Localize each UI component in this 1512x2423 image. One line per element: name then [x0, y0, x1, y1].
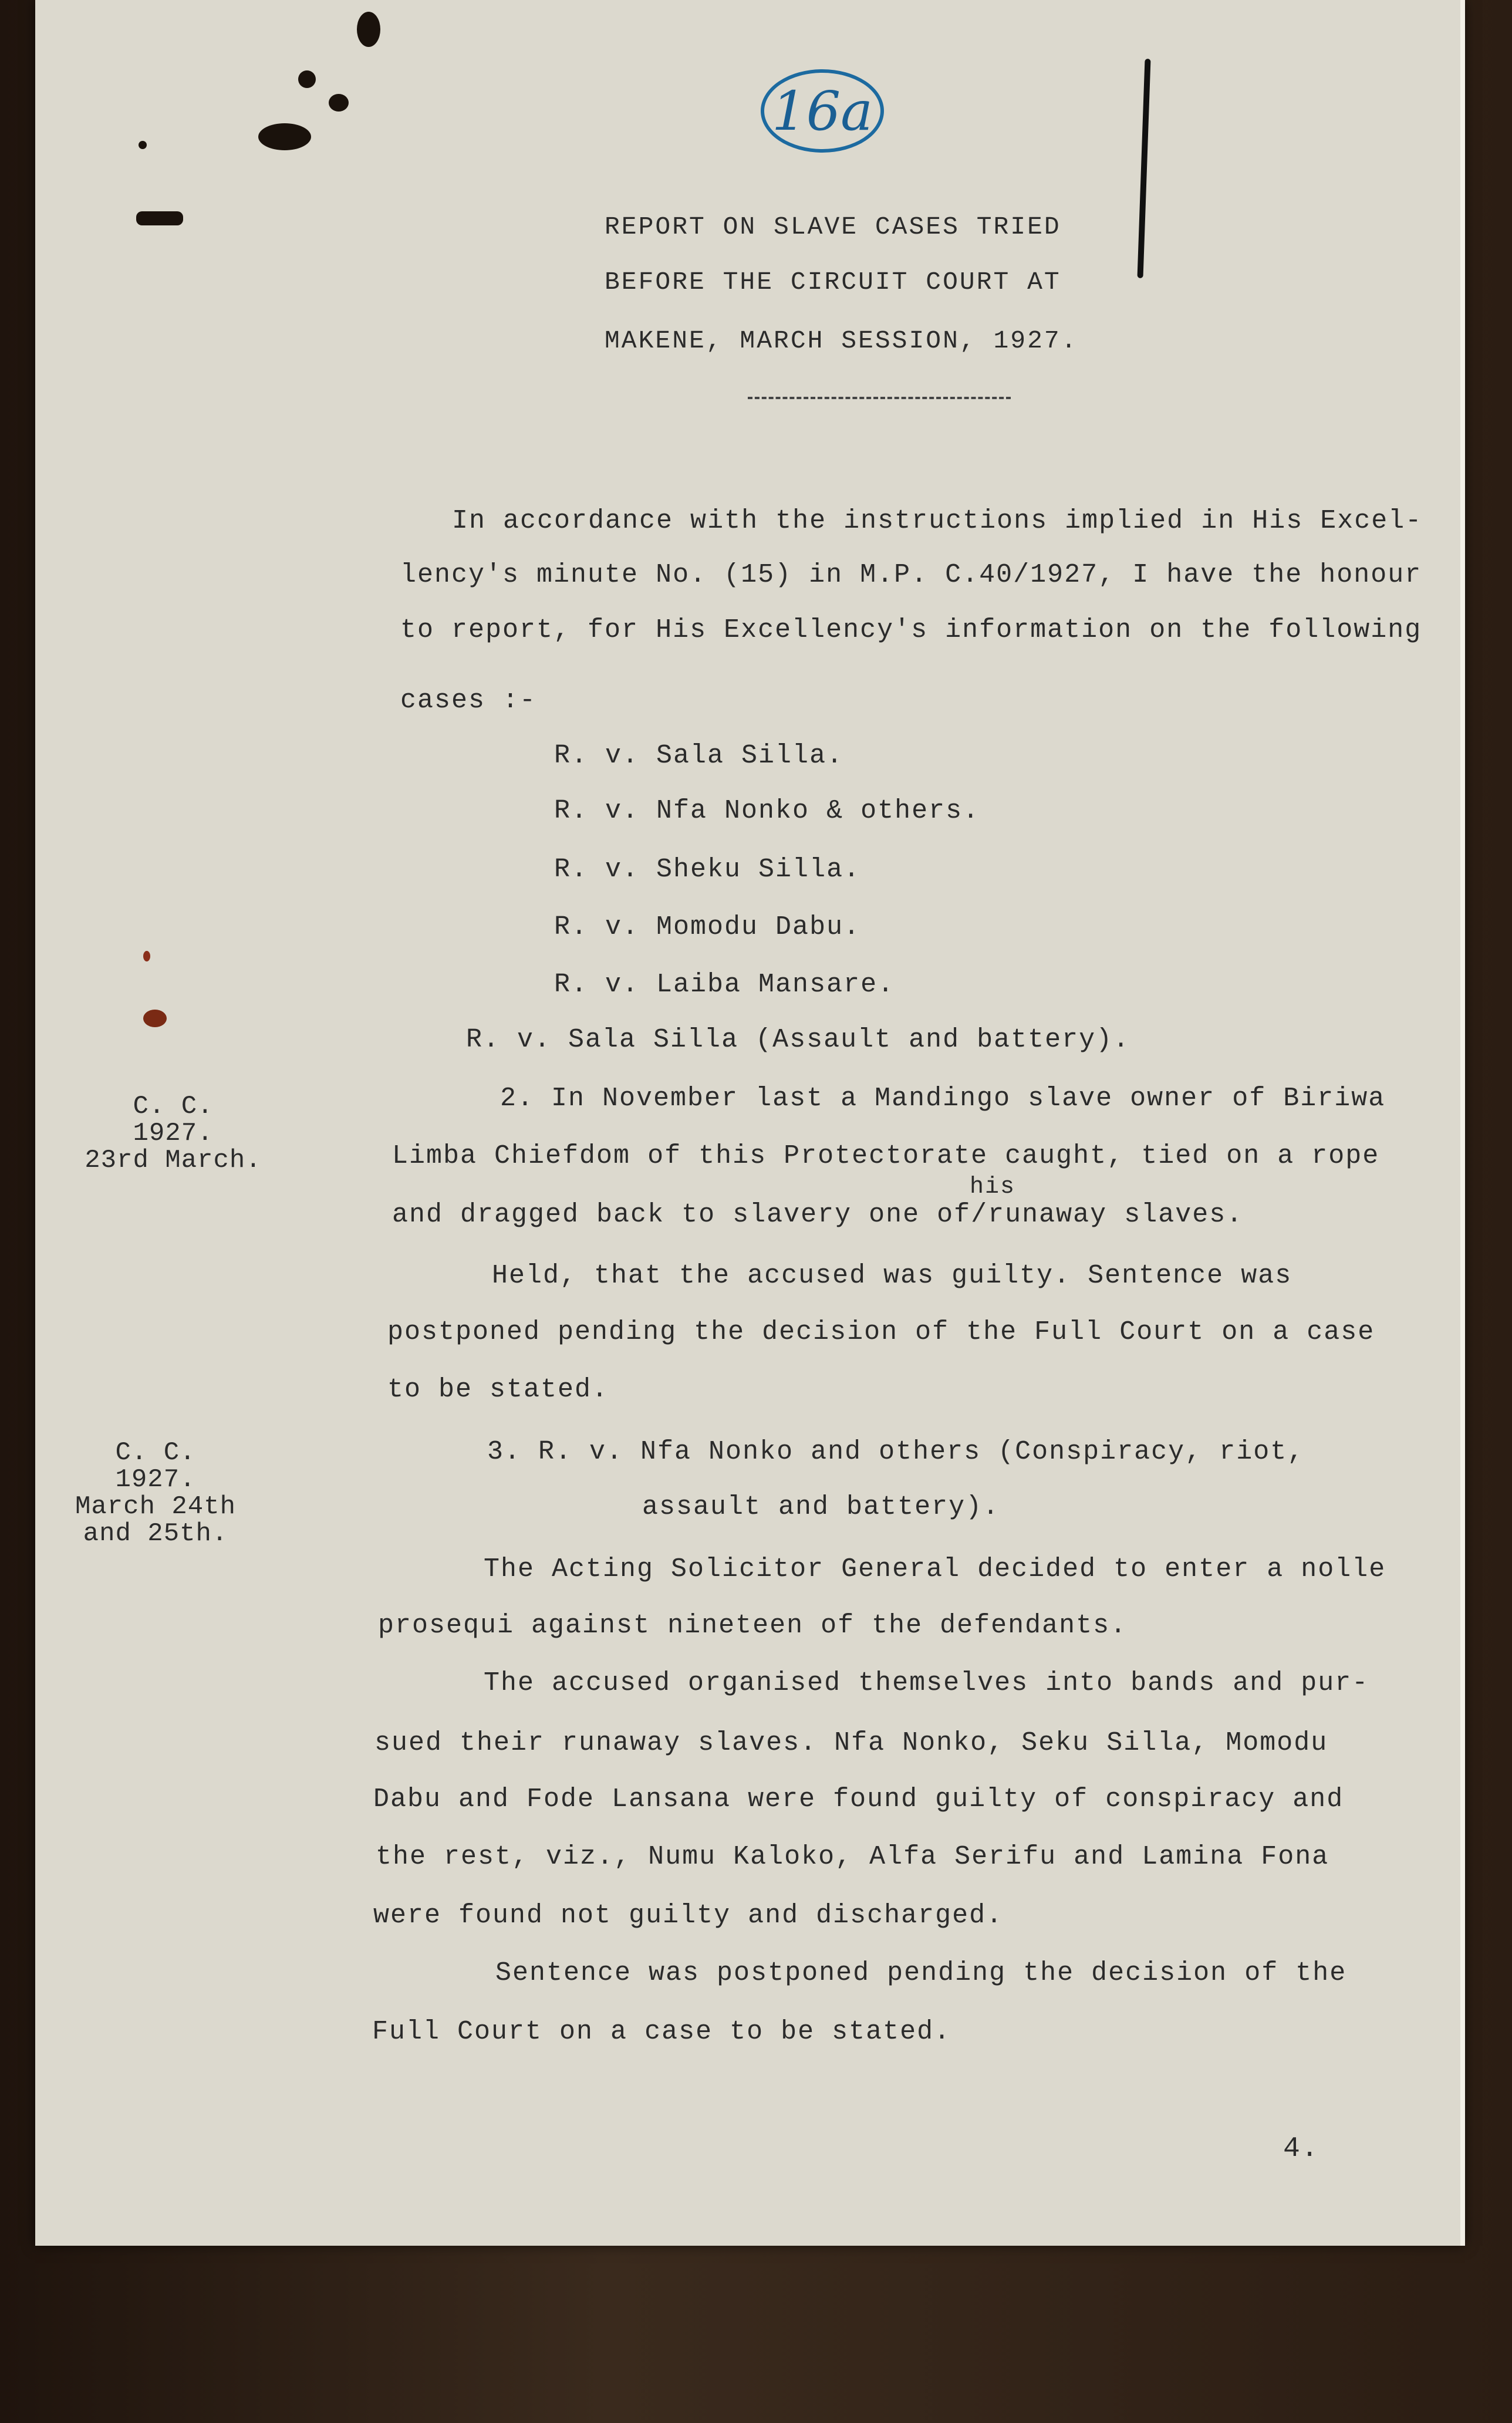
para3-line: The Acting Solicitor General decided to enter a nolle [484, 1554, 1386, 1584]
case-item: R. v. Sheku Silla. [554, 855, 861, 885]
margin-note-line: C. C. [133, 1092, 214, 1121]
ink-stain [357, 12, 380, 47]
folio-mark: 16a [761, 69, 884, 153]
margin-note-line: and 25th. [83, 1519, 228, 1548]
title-line-3: MAKENE, MARCH SESSION, 1927. [605, 326, 1078, 355]
para3-line: The accused organised themselves into bands and pur- [484, 1668, 1369, 1698]
para3-line: the rest, viz., Numu Kaloko, Alfa Serifu and Lamina Fona [376, 1842, 1329, 1872]
para2-line-1: 2. In November last a Mandingo slave owner of Biriwa [500, 1084, 1386, 1113]
intro-line-4: cases :- [400, 686, 537, 716]
para3-line: were found not guilty and discharged. [373, 1901, 1004, 1931]
intro-line-2: lency's minute No. (15) in M.P. C.40/1927, I have the honour [400, 560, 1422, 590]
case-item: R. v. Sala Silla. [554, 741, 844, 771]
margin-note-line: C. C. [115, 1438, 196, 1467]
intro-line-1: In accordance with the instructions implied in His Excel- [452, 506, 1423, 536]
para3-heading-1: 3. R. v. Nfa Nonko and others (Conspiracy, riot, [487, 1437, 1305, 1467]
margin-note-2 [59, 1439, 252, 1547]
ink-stain [136, 211, 183, 225]
ink-stain [329, 94, 349, 112]
margin-note-line: 23rd March. [85, 1146, 262, 1175]
para3-line: Full Court on a case to be stated. [372, 2017, 951, 2047]
para2-line-2: Limba Chiefdom of this Protectorate caught, tied on a rope [392, 1141, 1380, 1171]
para2-insert: his [970, 1174, 1016, 1200]
para3-line: Sentence was postponed pending the decision of the [495, 1958, 1347, 1988]
section-heading: R. v. Sala Silla (Assault and battery). [466, 1025, 1130, 1055]
margin-note-line: 1927. [115, 1465, 196, 1494]
ink-stain [143, 1010, 167, 1027]
page-number: 4. [1283, 2133, 1319, 2165]
para2-held-3: to be stated. [387, 1375, 609, 1405]
title-separator [748, 397, 1011, 399]
para3-line: prosequi against nineteen of the defendants. [378, 1611, 1128, 1641]
title-line-1: REPORT ON SLAVE CASES TRIED [605, 212, 1061, 241]
intro-line-3: to report, for His Excellency's information on the following [400, 615, 1422, 645]
para2-line-3: and dragged back to slavery one of/runaway slaves. [392, 1200, 1244, 1230]
case-item: R. v. Nfa Nonko & others. [554, 796, 980, 826]
para3-heading-2: assault and battery). [642, 1492, 1000, 1522]
para2-held-2: postponed pending the decision of the Full Court on a case [387, 1317, 1375, 1347]
margin-note-line: 1927. [133, 1119, 214, 1148]
ink-stain [143, 951, 150, 961]
para3-line: Dabu and Fode Lansana were found guilty of conspiracy and [373, 1784, 1344, 1814]
title-line-2: BEFORE THE CIRCUIT COURT AT [605, 268, 1061, 296]
ink-stain [139, 141, 147, 149]
para3-line: sued their runaway slaves. Nfa Nonko, Seku Silla, Momodu [374, 1728, 1328, 1758]
case-item: R. v. Momodu Dabu. [554, 912, 861, 942]
ink-stain [258, 123, 311, 150]
case-item: R. v. Laiba Mansare. [554, 970, 895, 1000]
para2-held-1: Held, that the accused was guilty. Sentence was [492, 1261, 1292, 1291]
margin-note-line: March 24th [75, 1492, 237, 1521]
ink-stain [298, 70, 316, 88]
page-edge [1460, 0, 1465, 2246]
margin-note-1 [76, 1093, 270, 1174]
